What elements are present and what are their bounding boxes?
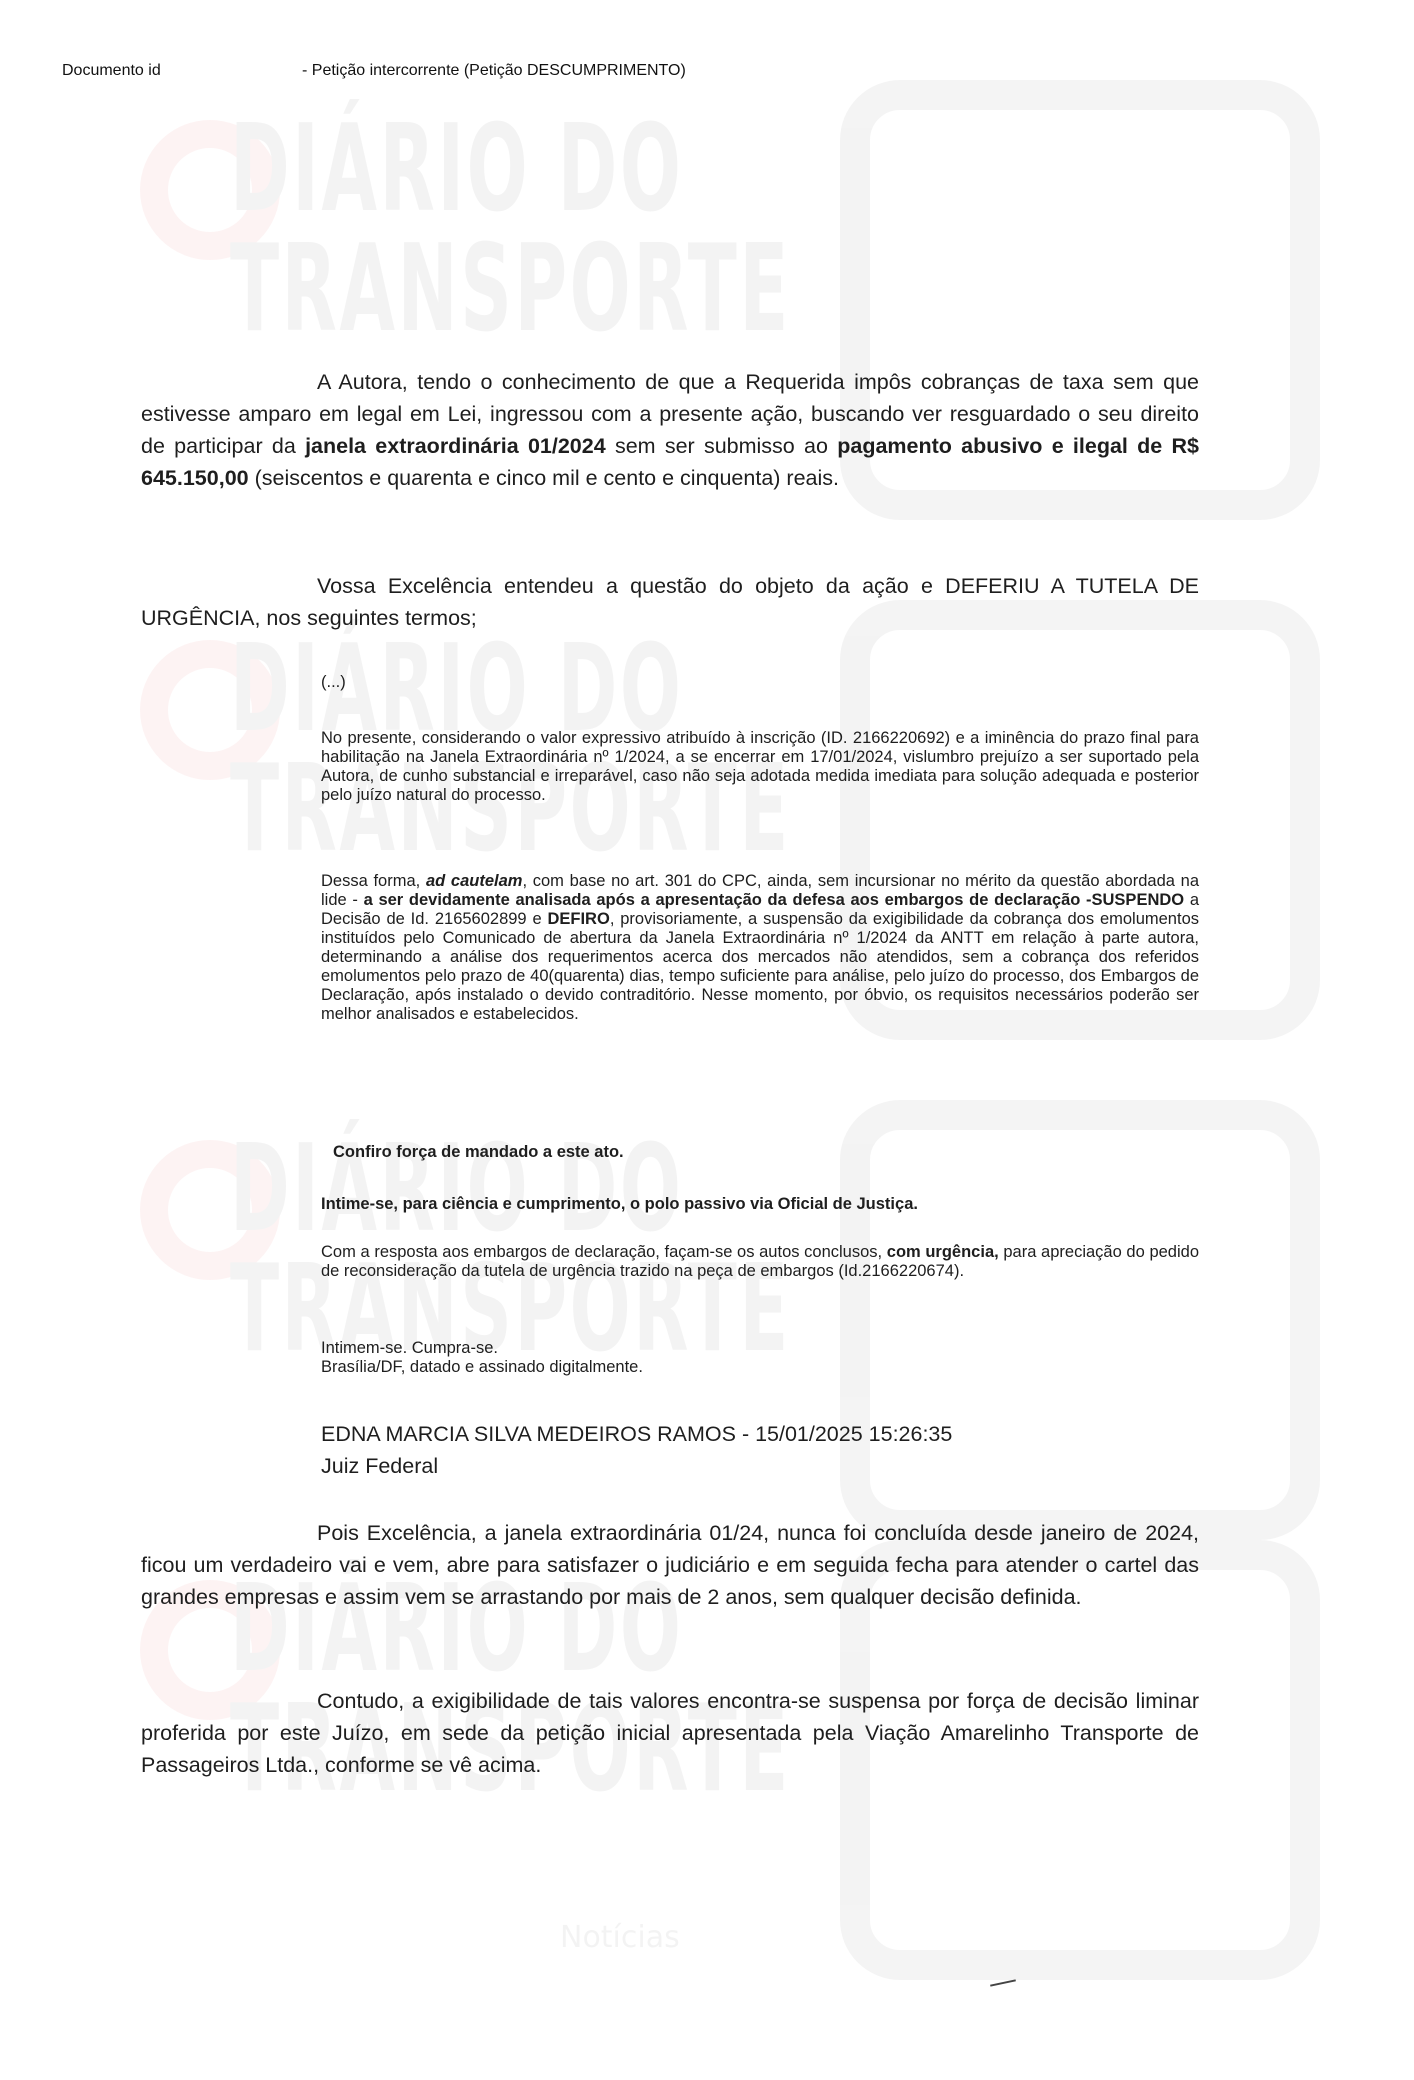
quote-paragraph-1: No presente, considerando o valor expressivo atribuído à inscrição (ID. 2166220692) e a iminência do prazo final para habilitação na Janela Extraordinária nº 1/2024, a se encerrar em 17/01/2024, vislumbro prejuízo a ser suportado pela Autora, de cunho substancial e irreparável, caso não seja adotada medida imediata para solução adequada e posterior pelo juízo natural do processo.: [321, 729, 1199, 804]
logo-circle-icon: [140, 120, 280, 260]
q6-line-1: Intimem-se. Cumpra-se.: [321, 1339, 498, 1357]
paragraph-3: [141, 1517, 1199, 1613]
p3-text: Pois Excelência, a janela extraordinária 01/24, nunca foi concluída desde janeiro de 2024, ficou um verdadeiro vai e vem, abre para satisfazer o judiciário e em seguida fecha para atender o cartel das grandes empresas e assim vem se arrastando por mais de 2 anos, sem qualquer decisão definida.: [141, 1521, 1199, 1609]
watermark-caption: [560, 1920, 680, 1955]
signature-name: EDNA MARCIA SILVA MEDEIROS RAMOS - 15/01/2025 15:26:35: [321, 1422, 953, 1446]
p1-text-3: (seiscentos e quarenta e cinco mil e cento e cinquenta) reais.: [248, 466, 839, 490]
q2-text-2: , com base no art. 301 do CPC, ainda, sem incursionar no mérito da questão abordada na lide -: [321, 872, 1199, 909]
watermark-logo-1: [140, 100, 1340, 620]
signature-role: Juiz Federal: [321, 1454, 439, 1478]
paragraph-1: [141, 366, 1199, 494]
watermark-logo-4: [140, 1560, 1340, 2080]
p1-text-1: A Autora, tendo o conhecimento de que a Requerida impôs cobranças de taxa sem que estivesse amparo em legal em Lei, ingressou com a presente ação, buscando ver resguardado o seu direito de participar da: [141, 370, 1199, 458]
q6-line-2: Brasília/DF, datado e assinado digitalmente.: [321, 1358, 643, 1376]
quote-ellipsis: (...): [321, 673, 346, 691]
logo-circle-icon: [140, 1140, 280, 1280]
q5-text-2: para apreciação do pedido de reconsideração da tutela de urgência trazido na peça de embargos (Id.2166220674).: [321, 1243, 1199, 1280]
paragraph-2: [141, 570, 1199, 634]
q2-bold-italic: ad cautelam: [425, 872, 523, 890]
quote-paragraph-3: Confiro força de mandado a este ato.: [333, 1143, 624, 1161]
quote-paragraph-5: [321, 1243, 1199, 1281]
q2-bold-1: a ser devidamente analisada após a apresentação da defesa aos embargos de declaração -SUSPENDO: [363, 891, 1185, 909]
p1-bold-1: janela extraordinária 01/2024: [305, 434, 606, 458]
pen-mark: [990, 1979, 1016, 1986]
p1-bold-2: pagamento abusivo e ilegal de R$ 645.150,00: [141, 434, 1199, 490]
p2-text: Vossa Excelência entendeu a questão do objeto da ação e DEFERIU A TUTELA DE URGÊNCIA, nos seguintes termos;: [141, 574, 1199, 630]
q5-bold: com urgência,: [886, 1243, 999, 1261]
q5-text-1: Com a resposta aos embargos de declaração, façam-se os autos conclusos,: [321, 1243, 887, 1261]
doc-id-label: Documento id: [62, 62, 161, 79]
q2-text-4: , provisoriamente, a suspensão da exigibilidade da cobrança dos emolumentos instituídos pelo Comunicado de abertura da Janela Extraordinária nº 1/2024 da ANTT em relação à parte autora, determinando a análise dos requerimentos acerca dos mercados não atendidos, sem a cobrança dos referidos emolumentos pelo prazo de 40(quarenta) dias, tempo suficiente para análise, pelo juízo do processo, dos Embargos de Declaração, após instalado o devido contraditório. Nesse momento, por óbvio, os requisitos necessários poderão ser melhor analisados e estabelecidos.: [321, 910, 1199, 1023]
doc-title: - Petição intercorrente (Petição DESCUMPRIMENTO): [302, 62, 686, 79]
signature-block: [321, 1418, 952, 1482]
paragraph-4: [141, 1685, 1199, 1781]
q2-text-1: Dessa forma,: [321, 872, 426, 890]
p4-text: Contudo, a exigibilidade de tais valores encontra-se suspensa por força de decisão liminar proferida por este Juízo, em sede da petição inicial apresentada pela Viação Amarelinho Transporte de Passageiros Ltda., conforme se vê acima.: [141, 1689, 1199, 1777]
quote-paragraph-2: [321, 872, 1199, 1024]
quote-paragraph-4: Intime-se, para ciência e cumprimento, o polo passivo via Oficial de Justiça.: [321, 1195, 918, 1213]
watermark-line1: [230, 110, 683, 230]
q2-text-3: a Decisão de Id. 2165602899 e: [321, 891, 1199, 928]
p1-text-2: sem ser submisso ao: [605, 434, 838, 458]
quote-paragraph-6: [321, 1339, 1199, 1377]
watermark-line2: [230, 230, 791, 350]
q2-bold-2: DEFIRO: [547, 910, 610, 928]
logo-circle-icon: [140, 640, 280, 780]
